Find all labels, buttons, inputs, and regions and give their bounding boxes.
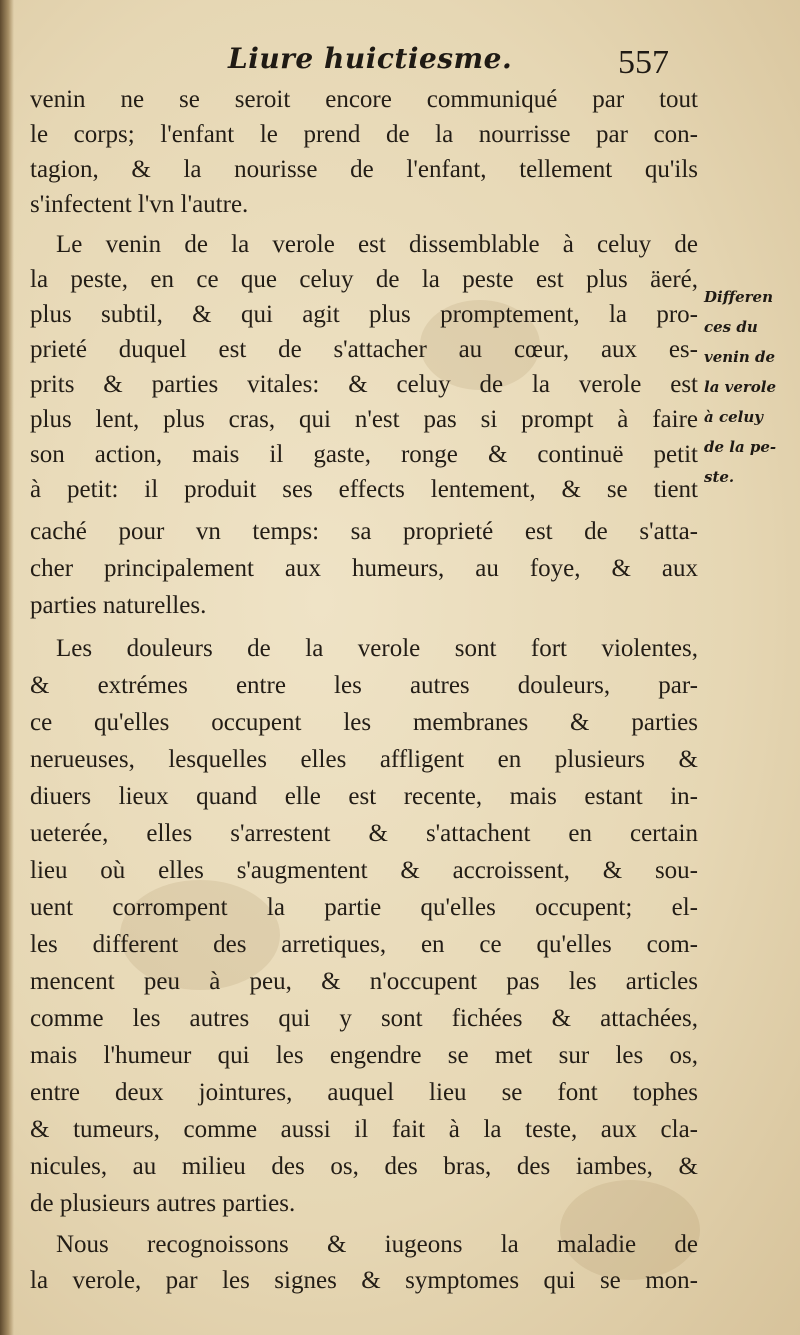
- text-line: s'infectent l'vn l'autre.: [30, 191, 249, 218]
- text-line: & tumeurs, comme aussi il fait à la teste, aux cla-: [30, 1116, 698, 1143]
- text-line: Nous recognoissons & iugeons la maladie de: [56, 1231, 698, 1258]
- text-line: à petit: il produit ses effects lentement, & se tient: [30, 476, 698, 503]
- text-line: les different des arretiques, en ce qu'elles com-: [30, 931, 698, 958]
- margin-note-line: venin de: [704, 348, 776, 366]
- margin-note-line: Differen: [704, 288, 774, 306]
- text-line: parties naturelles.: [30, 592, 207, 619]
- text-line: comme les autres qui y sont fichées & attachées,: [30, 1005, 698, 1032]
- margin-note-line: de la pe-: [704, 438, 777, 456]
- text-line: la peste, en ce que celuy de la peste est plus äeré,: [30, 266, 698, 293]
- text-line: mais l'humeur qui les engendre se met sur les os,: [30, 1042, 698, 1069]
- text-line: venin ne se seroit encore communiqué par tout: [30, 86, 698, 113]
- text-line: nicules, au milieu des os, des bras, des iambes, &: [30, 1153, 698, 1180]
- text-line: la verole, par les signes & symptomes qui se mon-: [30, 1267, 698, 1294]
- text-line: mencent peu à peu, & n'occupent pas les articles: [30, 968, 698, 995]
- text-line: entre deux jointures, auquel lieu se font tophes: [30, 1079, 698, 1106]
- text-line: plus lent, plus cras, qui n'est pas si prompt à faire: [30, 406, 698, 433]
- text-line: prieté duquel est de s'attacher au cœur, aux es-: [30, 336, 698, 363]
- text-line: lieu où elles s'augmentent & accroissent, & sou-: [30, 857, 698, 884]
- text-line: plus subtil, & qui agit plus promptement, la pro-: [30, 301, 698, 328]
- page-number: 557: [618, 44, 669, 81]
- text-line: ueterée, elles s'arrestent & s'attachent en certain: [30, 820, 698, 847]
- text-line: Le venin de la verole est dissemblable à celuy de: [56, 231, 698, 258]
- text-line: nerueuses, lesquelles elles affligent en plusieurs &: [30, 746, 698, 773]
- text-line: Les douleurs de la verole sont fort violentes,: [56, 635, 698, 662]
- text-line: & extrémes entre les autres douleurs, par-: [30, 672, 698, 699]
- text-line: uent corrompent la partie qu'elles occupent; el-: [30, 894, 698, 921]
- margin-note-line: ste.: [704, 468, 735, 486]
- running-title: Liure huictiesme.: [228, 42, 513, 75]
- text-line: cher principalement aux humeurs, au foye, & aux: [30, 555, 698, 582]
- text-line: son action, mais il gaste, ronge & continuë petit: [30, 441, 698, 468]
- margin-note-line: à celuy: [704, 408, 763, 426]
- text-line: tagion, & la nourisse de l'enfant, tellement qu'ils: [30, 156, 698, 183]
- text-line: ce qu'elles occupent les membranes & parties: [30, 709, 698, 736]
- text-line: le corps; l'enfant le prend de la nourrisse par con-: [30, 121, 698, 148]
- text-line: prits & parties vitales: & celuy de la verole est: [30, 371, 698, 398]
- margin-note-line: ces du: [704, 318, 758, 336]
- text-line: de plusieurs autres parties.: [30, 1190, 296, 1217]
- text-line: diuers lieux quand elle est recente, mais estant in-: [30, 783, 698, 810]
- binding-gutter: [0, 0, 14, 1335]
- margin-note-line: la verole: [704, 378, 777, 396]
- text-line: caché pour vn temps: sa proprieté est de s'atta-: [30, 518, 698, 545]
